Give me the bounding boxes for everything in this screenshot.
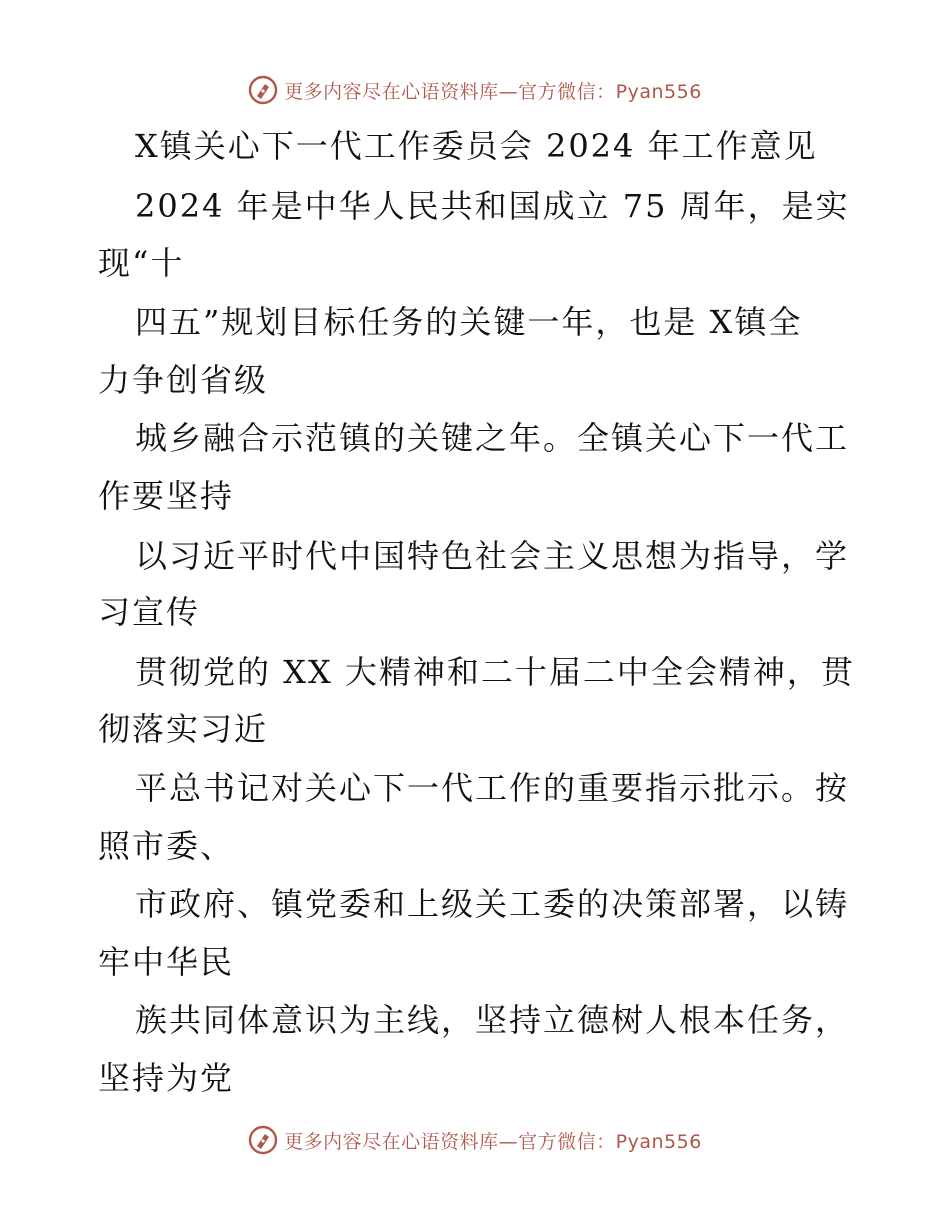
paragraph-line: 彻落实习近 [98,710,269,748]
paragraph-line: 现“十 [98,244,185,282]
paragraph-line: 以习近平时代中国特色社会主义思想为指导，学 [135,537,850,575]
paragraph-line: 族共同体意识为主线，坚持立德树人根本任务， [135,1001,850,1039]
document-title: X镇关心下一代工作委员会 2024 年工作意见 [135,127,818,165]
footer-watermark [0,1120,950,1160]
paragraph-line: 城乡融合示范镇的关键之年。全镇关心下一代工 [135,419,850,457]
paragraph-line: 习宣传 [98,593,201,631]
paragraph-line: 平总书记对关心下一代工作的重要指示批示。按 [135,769,850,807]
paragraph-line: 照市委、 [98,827,235,865]
paragraph-line: 市政府、镇党委和上级关工委的决策部署，以铸 [135,885,850,923]
paragraph-line: 2024 年是中华人民共和国成立 75 周年，是实 [135,187,850,225]
watermark-text: 更多内容尽在心语资料库—官方微信：Pyan556 [284,80,702,103]
paragraph-line: 贯彻党的 XX 大精神和二十届二中全会精神，贯 [135,653,855,691]
paragraph-line: 四五”规划目标任务的关键一年，也是 X镇全 [135,303,803,341]
paragraph-line: 作要坚持 [98,477,235,515]
paragraph-line: 坚持为党 [98,1059,235,1097]
paragraph-line: 牢中华民 [98,943,235,981]
pen-nib-circle-icon [248,1125,278,1155]
paragraph-line: 力争创省级 [98,361,269,399]
watermark-text: 更多内容尽在心语资料库—官方微信：Pyan556 [284,1130,702,1153]
